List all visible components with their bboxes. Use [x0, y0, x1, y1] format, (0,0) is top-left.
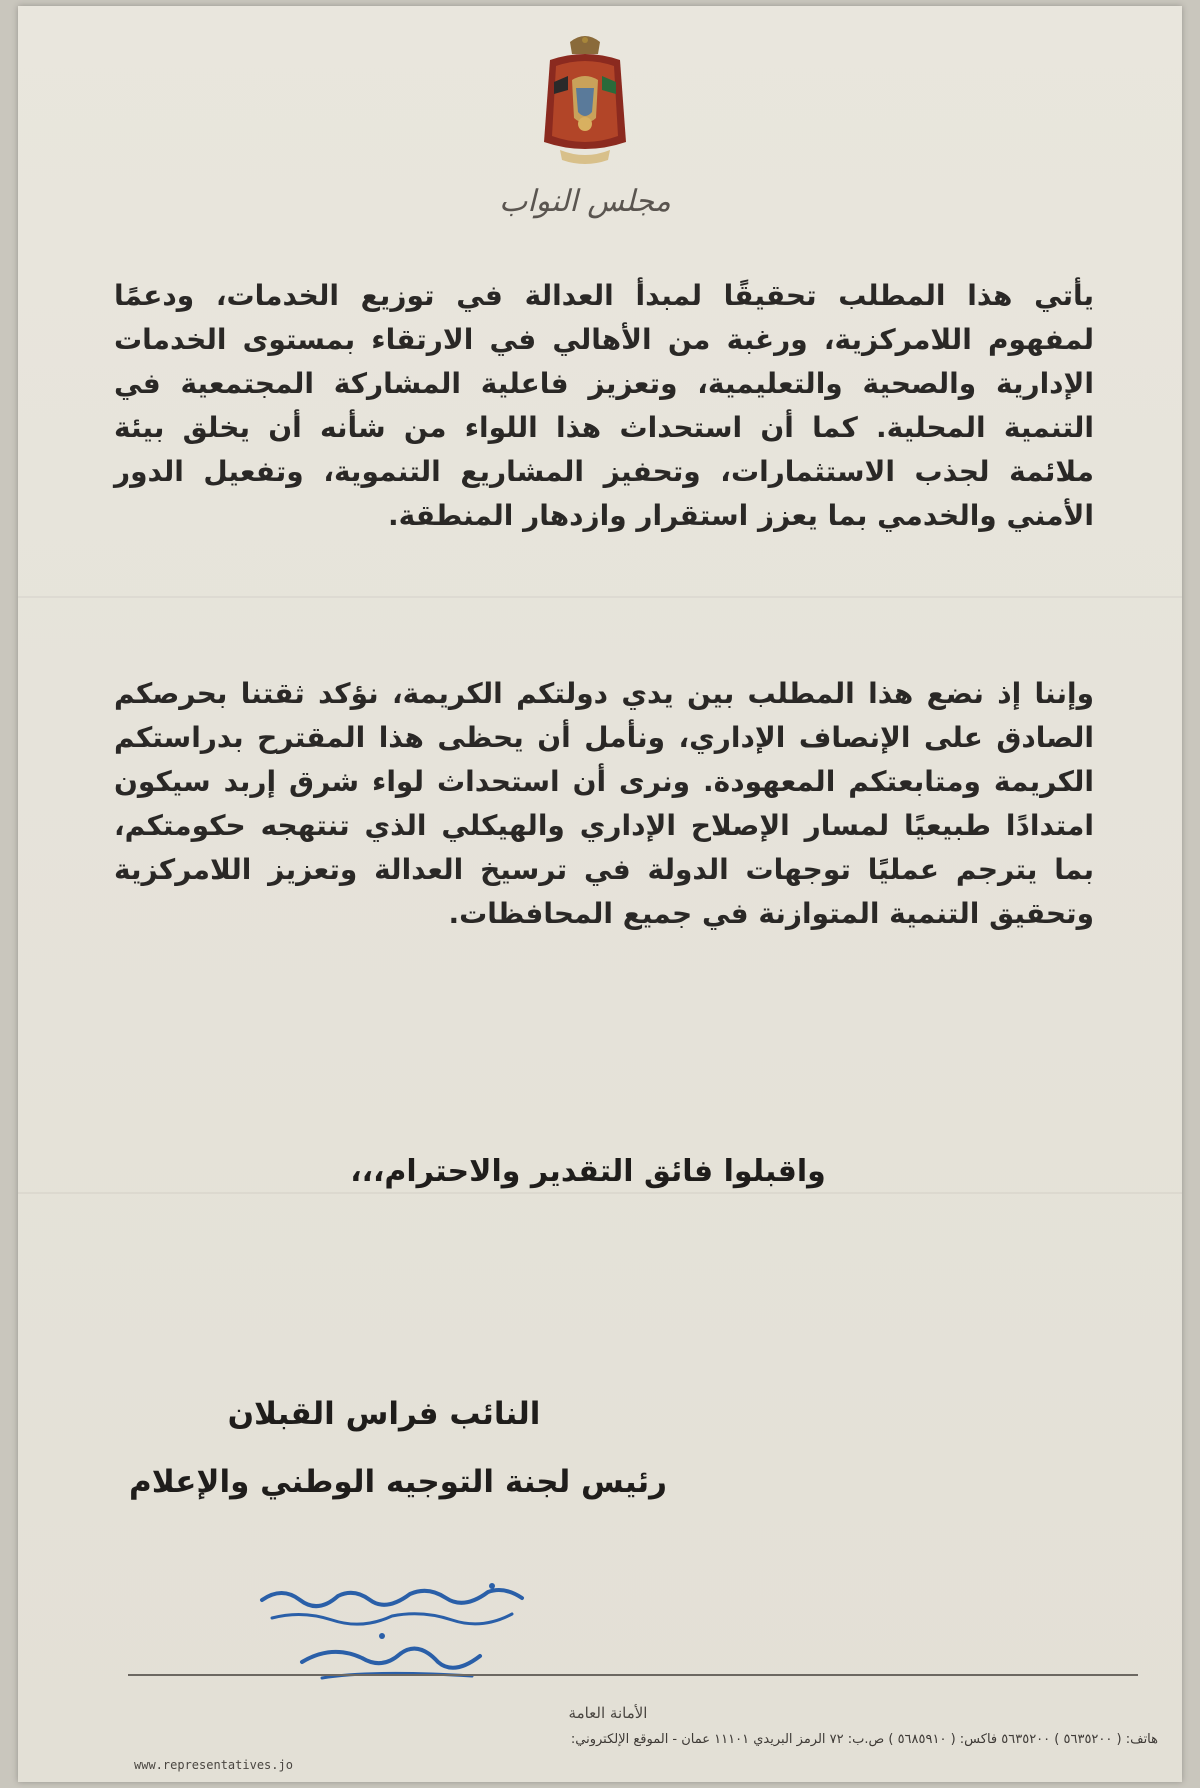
- body-paragraph-1: يأتي هذا المطلب تحقيقًا لمبدأ العدالة في توزيع الخدمات، ودعمًا لمفهوم اللامركزية، ورغبة من الأهالي في الارتقاء بمستوى الخدمات الإدارية والصحية والتعليمية، وتعزيز فاعلية المشاركة المجتمعية في التنمية المحلية. كما أن استحداث هذا اللواء من شأنه أن يخلق بيئة ملائمة لجذب الاستثمارات، وتحفيز المشاريع التنموية، وتفعيل الدور الأمني والخدمي بما يعزز استقرار وازدهار المنطقة.: [114, 279, 1094, 532]
- footer-website: www.representatives.jo: [134, 1758, 293, 1772]
- handwritten-signature-icon: [242, 1566, 562, 1696]
- footer-contact-info: هاتف: ( ٥٦٣٥٢٠٠ ) ٥٦٣٥٢٠٠ فاكس: ( ٥٦٨٥٩١٠ ) ص.ب: ٧٢ الرمز البريدي ١١١٠١ عمان - الموقع الإلكتروني:: [570, 1732, 1158, 1747]
- signer-name: النائب فراس القبلان: [227, 1396, 541, 1432]
- jordan-coat-of-arms-icon: [530, 32, 640, 172]
- signer-title: رئيس لجنة التوجيه الوطني والإعلام: [128, 1464, 668, 1500]
- footer-divider: [128, 1674, 1138, 1676]
- paper-crease: [18, 596, 1182, 598]
- closing-salutation: واقبلوا فائق التقدير والاحترام،،،: [350, 1154, 826, 1189]
- letterhead-title: مجلس النواب: [499, 184, 671, 219]
- paper-crease: [18, 1192, 1182, 1194]
- letter-page: [18, 6, 1182, 1782]
- body-paragraph-2: وإننا إذ نضع هذا المطلب بين يدي دولتكم الكريمة، نؤكد ثقتنا بحرصكم الصادق على الإنصاف الإداري، ونأمل أن يحظى هذا المقترح بدراستكم الكريمة ومتابعتكم المعهودة. ونرى أن استحداث لواء شرق إربد سيكون امتدادًا طبيعيًا لمسار الإصلاح الإداري والهيكلي الذي تنتهجه حكومتكم، بما يترجم عمليًا توجهات الدولة في ترسيخ العدالة وتعزيز اللامركزية وتحقيق التنمية المتوازنة في جميع المحافظات.: [114, 677, 1094, 930]
- footer-org-name: الأمانة العامة: [568, 1704, 648, 1722]
